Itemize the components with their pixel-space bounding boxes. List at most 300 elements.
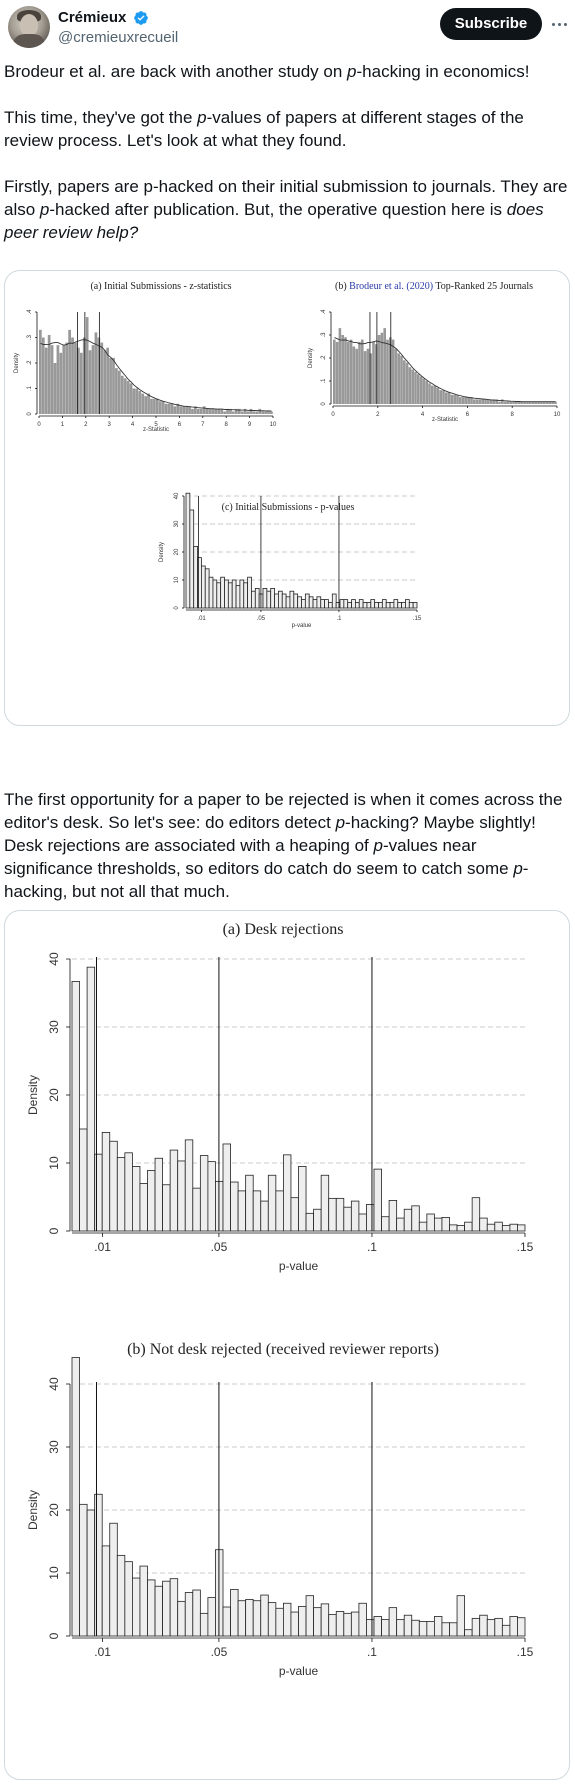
histogram-bar <box>386 340 389 404</box>
histogram-bar <box>412 1620 420 1636</box>
x-tick-label: 5 <box>154 422 158 428</box>
y-tick-label: 0 <box>174 606 180 610</box>
histogram-bar <box>359 1603 367 1636</box>
histogram-bar <box>398 602 402 608</box>
histogram-bar <box>109 358 112 414</box>
histogram-bar <box>194 546 198 608</box>
histogram-bar <box>502 1625 510 1636</box>
histogram-bar <box>261 411 264 414</box>
histogram-bar <box>155 1586 163 1636</box>
histogram-bar <box>95 1494 103 1636</box>
histogram-bar <box>170 1579 178 1636</box>
y-tick-label: .3 <box>27 334 33 341</box>
histogram-bar <box>419 1622 427 1636</box>
histogram-bar <box>209 409 212 414</box>
histogram-bar <box>439 390 442 404</box>
histogram-bar <box>117 1158 125 1231</box>
avatar[interactable] <box>8 6 50 48</box>
histogram-bar <box>87 967 95 1231</box>
histogram-bar <box>428 383 431 404</box>
histogram-bar <box>209 577 213 608</box>
histogram-bar <box>118 371 121 414</box>
more-options-icon[interactable] <box>550 14 570 34</box>
histogram-bar <box>427 1622 435 1636</box>
histogram-bar <box>291 1612 299 1636</box>
x-tick-label: .15 <box>516 1240 534 1254</box>
histogram-bar <box>306 1213 314 1231</box>
histogram-bar <box>132 1166 140 1231</box>
histogram-bar <box>165 404 168 414</box>
histogram-bar <box>372 342 375 404</box>
histogram-bar <box>168 404 171 414</box>
histogram-bar <box>182 406 185 414</box>
histogram-bar <box>261 1595 269 1636</box>
histogram-bar <box>290 591 294 608</box>
histogram-bar <box>80 353 83 414</box>
histogram-bar <box>95 1154 103 1231</box>
histogram-bar <box>481 399 484 404</box>
y-tick-label: 20 <box>174 548 180 556</box>
histogram-bar <box>264 411 267 414</box>
y-tick-label: 0 <box>321 402 327 406</box>
y-tick-label: .1 <box>27 385 33 392</box>
histogram-bar <box>103 350 106 414</box>
histogram-bar <box>453 395 456 404</box>
histogram-bar <box>442 1623 450 1636</box>
histogram-bar <box>423 379 426 404</box>
x-tick-label: .01 <box>197 616 206 622</box>
histogram-bar <box>45 348 48 414</box>
x-tick-label: 10 <box>269 422 277 428</box>
histogram-bar <box>276 1608 284 1636</box>
histogram-bar <box>197 409 200 414</box>
x-tick-label: 4 <box>130 422 135 428</box>
histogram-bar <box>258 409 261 414</box>
histogram-bar <box>190 510 194 608</box>
histogram-bar <box>48 335 51 414</box>
histogram-bar <box>140 1566 148 1636</box>
figure-2-svg <box>5 911 570 1780</box>
x-axis-label: z-Statistic <box>142 427 170 433</box>
histogram-bar <box>359 1214 367 1231</box>
histogram-bar <box>223 1607 231 1636</box>
histogram-bar <box>431 386 434 404</box>
histogram-bar <box>162 401 165 414</box>
y-tick-label: .2 <box>27 360 33 366</box>
histogram-bar <box>51 345 54 414</box>
histogram-bar <box>298 597 302 608</box>
x-tick-label: .1 <box>336 616 342 622</box>
histogram-bar <box>89 350 92 414</box>
histogram-bar <box>336 602 340 608</box>
histogram-bar <box>185 406 188 414</box>
histogram-bar <box>473 399 476 404</box>
chart-b-title: (b) Brodeur et al. (2020) Top-Ranked 25 Journals <box>335 281 533 292</box>
post-paragraph-2: This time, they've got the p-values of papers at different stages of the review process. Let's look at what they found. <box>4 108 524 150</box>
histogram-bar <box>390 602 394 608</box>
y-tick-label: 10 <box>47 1156 61 1170</box>
histogram-bar <box>115 368 118 414</box>
histogram-bar <box>389 1200 397 1231</box>
subscribe-button[interactable]: Subscribe <box>440 8 542 40</box>
histogram-bar <box>213 580 217 608</box>
chart-a-title: (a) Initial Submissions - z-statistics <box>90 281 232 292</box>
x-tick-label: 4 <box>420 412 425 418</box>
x-tick-label: 3 <box>107 422 111 428</box>
histogram-bar <box>321 1604 329 1636</box>
histogram-bar <box>448 393 451 405</box>
histogram-bar <box>451 395 454 404</box>
histogram-bar <box>351 1612 359 1636</box>
histogram-bar <box>417 374 420 404</box>
x-tick-label: .01 <box>94 1645 111 1659</box>
histogram-bar <box>203 406 206 414</box>
histogram-bar <box>517 1618 525 1636</box>
histogram-bar <box>425 381 428 404</box>
histogram-bar <box>402 602 406 608</box>
figure-image-2[interactable] <box>4 910 570 1780</box>
histogram-bar <box>253 1601 261 1636</box>
histogram-bar <box>231 1589 239 1636</box>
histogram-bar <box>359 600 363 608</box>
histogram-bar <box>267 591 271 608</box>
histogram-bar <box>382 1620 390 1636</box>
histogram-bar <box>518 402 521 404</box>
histogram-bar <box>389 1608 397 1636</box>
chart-c-title: (c) Initial Submissions - p-values <box>221 502 355 513</box>
histogram-bar <box>321 600 325 608</box>
histogram-bar <box>403 360 406 404</box>
histogram-bar <box>495 1618 503 1636</box>
x-tick-label: 6 <box>465 412 470 418</box>
histogram-bar <box>487 1620 495 1636</box>
histogram-bar <box>148 1580 156 1636</box>
histogram-bar <box>459 397 462 404</box>
histogram-bar <box>253 411 256 414</box>
histogram-bar <box>191 409 194 414</box>
histogram-bar <box>174 406 177 414</box>
histogram-bar <box>366 1204 374 1231</box>
histogram-bar <box>178 1601 186 1636</box>
histogram-bar <box>74 343 77 414</box>
histogram-bar <box>270 411 273 414</box>
display-name[interactable]: Crémieux <box>58 9 127 26</box>
histogram-bar <box>255 411 258 414</box>
histogram-bar <box>72 981 80 1231</box>
histogram-bar <box>427 1214 435 1231</box>
histogram-bar <box>336 1198 344 1231</box>
histogram-bar <box>374 1616 382 1636</box>
histogram-bar <box>156 399 159 414</box>
histogram-bar <box>294 594 298 608</box>
histogram-bar <box>278 591 282 608</box>
histogram-bar <box>306 1596 314 1636</box>
histogram-bar <box>261 1201 269 1231</box>
citation-link[interactable]: Brodeur et al. (2020) <box>349 281 434 292</box>
histogram-bar <box>413 602 417 608</box>
histogram-bar <box>472 1198 480 1231</box>
histogram-bar <box>445 393 448 405</box>
x-tick-label: 0 <box>37 422 41 428</box>
histogram-bar <box>121 376 124 414</box>
histogram-bar <box>232 411 235 414</box>
chart-d-title: (a) Desk rejections <box>222 921 344 938</box>
x-tick-label: 9 <box>247 422 252 428</box>
histogram-bar <box>487 1224 495 1231</box>
histogram-bar <box>92 345 95 414</box>
histogram-bar <box>170 1150 178 1231</box>
y-tick-label: 40 <box>47 1377 61 1391</box>
histogram-bar <box>371 600 375 608</box>
histogram-bar <box>246 1175 254 1231</box>
histogram-bar <box>98 338 101 415</box>
histogram-bar <box>366 1620 374 1636</box>
histogram-bar <box>71 338 74 415</box>
histogram-bar <box>291 1198 299 1231</box>
histogram-bar <box>140 1183 148 1231</box>
histogram-bar <box>467 397 470 404</box>
histogram-bar <box>231 1182 239 1231</box>
histogram-bar <box>434 1616 442 1636</box>
histogram-bar <box>344 337 347 404</box>
histogram-bar <box>450 1623 458 1636</box>
histogram-bar <box>358 342 361 404</box>
histogram-bar <box>314 1608 322 1636</box>
histogram-bar <box>361 340 364 404</box>
histogram-bar <box>110 1523 118 1636</box>
histogram-bar <box>268 1603 276 1636</box>
histogram-bar <box>80 1129 88 1231</box>
histogram-bar <box>267 411 270 414</box>
histogram-bar <box>411 370 414 405</box>
histogram-bar <box>510 1616 518 1636</box>
histogram-bar <box>382 1217 390 1231</box>
histogram-bar <box>305 594 309 608</box>
chart-1 <box>308 309 561 423</box>
post-paragraph-4: The first opportunity for a paper to be rejected is when it comes across the editor's desk. So let's see: do editors detect p-hacking? Maybe slightly! Desk rejections are associated with a heaping of p-values near significance thresholds, so editors do catch do seem to catch some p-hacking, but not all that much. <box>4 790 563 901</box>
histogram-bar <box>363 602 367 608</box>
y-axis-label: Density <box>26 1489 40 1531</box>
histogram-bar <box>155 1158 163 1231</box>
histogram-bar <box>457 1226 465 1231</box>
x-tick-label: 0 <box>331 412 335 418</box>
histogram-bar <box>509 402 512 404</box>
histogram-bar <box>68 330 71 414</box>
histogram-bar <box>420 376 423 404</box>
histogram-bar <box>350 340 353 404</box>
histogram-bar <box>414 372 417 404</box>
histogram-bar <box>133 389 136 415</box>
histogram-bar <box>347 342 350 404</box>
histogram-bar <box>206 409 209 414</box>
histogram-bar <box>507 402 510 404</box>
author-block[interactable] <box>58 9 178 47</box>
histogram-bar <box>223 1144 231 1231</box>
y-tick-label: 10 <box>47 1566 61 1580</box>
histogram-bar <box>186 493 190 608</box>
histogram-bar <box>244 583 248 608</box>
y-tick-label: .4 <box>27 309 33 315</box>
histogram-bar <box>57 345 60 414</box>
histogram-bar <box>283 1603 291 1636</box>
histogram-bar <box>392 340 395 404</box>
histogram-bar <box>144 396 147 414</box>
histogram-bar <box>238 1601 246 1636</box>
histogram-bar <box>271 588 275 608</box>
histogram-bar <box>212 409 215 414</box>
histogram-bar <box>321 1175 329 1231</box>
y-tick-label: 0 <box>27 412 33 416</box>
histogram-bar <box>450 1225 458 1231</box>
histogram-bar <box>336 342 339 404</box>
x-tick-label: .05 <box>210 1240 228 1254</box>
x-axis-label: z-Statistic <box>431 417 459 423</box>
histogram-bar <box>215 409 218 414</box>
histogram-bar <box>208 1598 216 1636</box>
y-tick-label: .4 <box>321 309 327 315</box>
y-tick-label: .2 <box>321 355 327 361</box>
y-tick-label: 0 <box>47 1227 61 1235</box>
histogram-bar <box>434 386 437 404</box>
histogram-bar <box>130 383 133 414</box>
histogram-bar <box>163 1581 171 1636</box>
histogram-bar <box>409 367 412 404</box>
histogram-bar <box>100 343 103 414</box>
histogram-bar <box>437 388 440 404</box>
histogram-bar <box>200 1613 208 1636</box>
histogram-bar <box>476 399 479 404</box>
histogram-bar <box>221 577 225 608</box>
chart-3 <box>26 952 534 1273</box>
y-tick-label: 30 <box>47 1440 61 1454</box>
histogram-bar <box>185 1140 193 1231</box>
y-axis-label: Density <box>308 347 314 369</box>
histogram-bar <box>341 335 344 404</box>
y-tick-label: 40 <box>174 492 180 500</box>
histogram-bar <box>313 600 317 608</box>
histogram-bar <box>328 602 332 608</box>
histogram-bar <box>250 409 253 414</box>
histogram-bar <box>442 1217 450 1231</box>
histogram-bar <box>374 1169 382 1231</box>
histogram-bar <box>102 1132 110 1231</box>
histogram-bar <box>397 1620 405 1636</box>
histogram-bar <box>344 1613 352 1636</box>
histogram-bar <box>112 358 115 414</box>
chart-e-title: (b) Not desk rejected (received reviewer reports) <box>127 1341 439 1358</box>
histogram-bar <box>54 363 57 414</box>
histogram-bar <box>241 411 244 414</box>
y-tick-label: 10 <box>174 576 180 584</box>
histogram-bar <box>171 404 174 414</box>
histogram-bar <box>102 1546 110 1636</box>
histogram-bar <box>225 580 229 608</box>
x-tick-label: .1 <box>366 1645 377 1659</box>
histogram-bar <box>263 588 267 608</box>
histogram-bar <box>39 330 42 414</box>
histogram-bar <box>510 1224 518 1231</box>
histogram-bar <box>517 1225 525 1231</box>
histogram-bar <box>502 1226 510 1231</box>
histogram-bar <box>352 600 356 608</box>
x-tick-label: .05 <box>210 1645 228 1659</box>
histogram-bar <box>456 395 459 404</box>
histogram-bar <box>282 594 286 608</box>
post-paragraph-3: Firstly, papers are p-hacked on their initial submission to journals. They are also p-hacked after publication. But, the operative question here is does peer review help? <box>4 177 568 242</box>
histogram-bar <box>159 401 162 414</box>
x-tick-label: 2 <box>84 422 88 428</box>
histogram-bar <box>309 597 313 608</box>
histogram-bar <box>480 1615 488 1636</box>
y-axis-label: Density <box>159 541 165 563</box>
y-axis-label: Density <box>14 352 20 374</box>
handle[interactable]: @cremieuxrecueil <box>58 29 179 47</box>
histogram-bar <box>336 1611 344 1636</box>
histogram-bar <box>465 397 468 404</box>
histogram-bar <box>340 600 344 608</box>
y-tick-label: 40 <box>47 952 61 966</box>
histogram-bar <box>302 600 306 608</box>
histogram-bar <box>276 1191 284 1231</box>
histogram-bar <box>200 409 203 414</box>
histogram-bar <box>208 1162 216 1231</box>
histogram-bar <box>153 399 156 414</box>
histogram-bar <box>382 600 386 608</box>
histogram-bar <box>409 602 413 608</box>
histogram-bar <box>124 378 127 414</box>
histogram-bar <box>127 381 130 414</box>
histogram-bar <box>217 409 220 414</box>
histogram-bar <box>65 343 68 414</box>
x-tick-label: .15 <box>412 616 422 622</box>
y-tick-label: 0 <box>47 1632 61 1640</box>
histogram-bar <box>59 353 62 414</box>
histogram-bar <box>179 406 182 414</box>
histogram-bar <box>383 328 386 404</box>
histogram-bar <box>495 1222 503 1231</box>
histogram-bar <box>185 1593 193 1636</box>
x-tick-label: 1 <box>60 422 65 428</box>
histogram-bar <box>389 337 392 404</box>
histogram-bar <box>405 600 409 608</box>
histogram-bar <box>106 348 109 414</box>
histogram-bar <box>404 1209 412 1231</box>
post-header <box>0 0 575 50</box>
histogram-bar <box>378 335 381 404</box>
histogram-bar <box>504 402 507 404</box>
histogram-bar <box>501 399 504 404</box>
histogram-bar <box>247 411 250 414</box>
histogram-bar <box>379 602 383 608</box>
histogram-bar <box>465 1630 473 1636</box>
histogram-bar <box>299 1166 307 1231</box>
histogram-bar <box>223 411 226 414</box>
figure-image-1[interactable] <box>4 270 570 726</box>
histogram-bar <box>200 1156 208 1231</box>
histogram-bar <box>314 1209 322 1231</box>
histogram-bar <box>351 1201 359 1231</box>
histogram-bar <box>240 580 244 608</box>
histogram-bar <box>286 597 290 608</box>
histogram-bar <box>148 1170 156 1231</box>
figure-1-svg <box>5 271 570 726</box>
histogram-bar <box>442 390 445 404</box>
histogram-bar <box>238 1191 246 1231</box>
histogram-bar <box>515 402 518 404</box>
histogram-bar <box>397 1218 405 1231</box>
chart-4 <box>26 1358 534 1678</box>
histogram-bar <box>355 349 358 404</box>
